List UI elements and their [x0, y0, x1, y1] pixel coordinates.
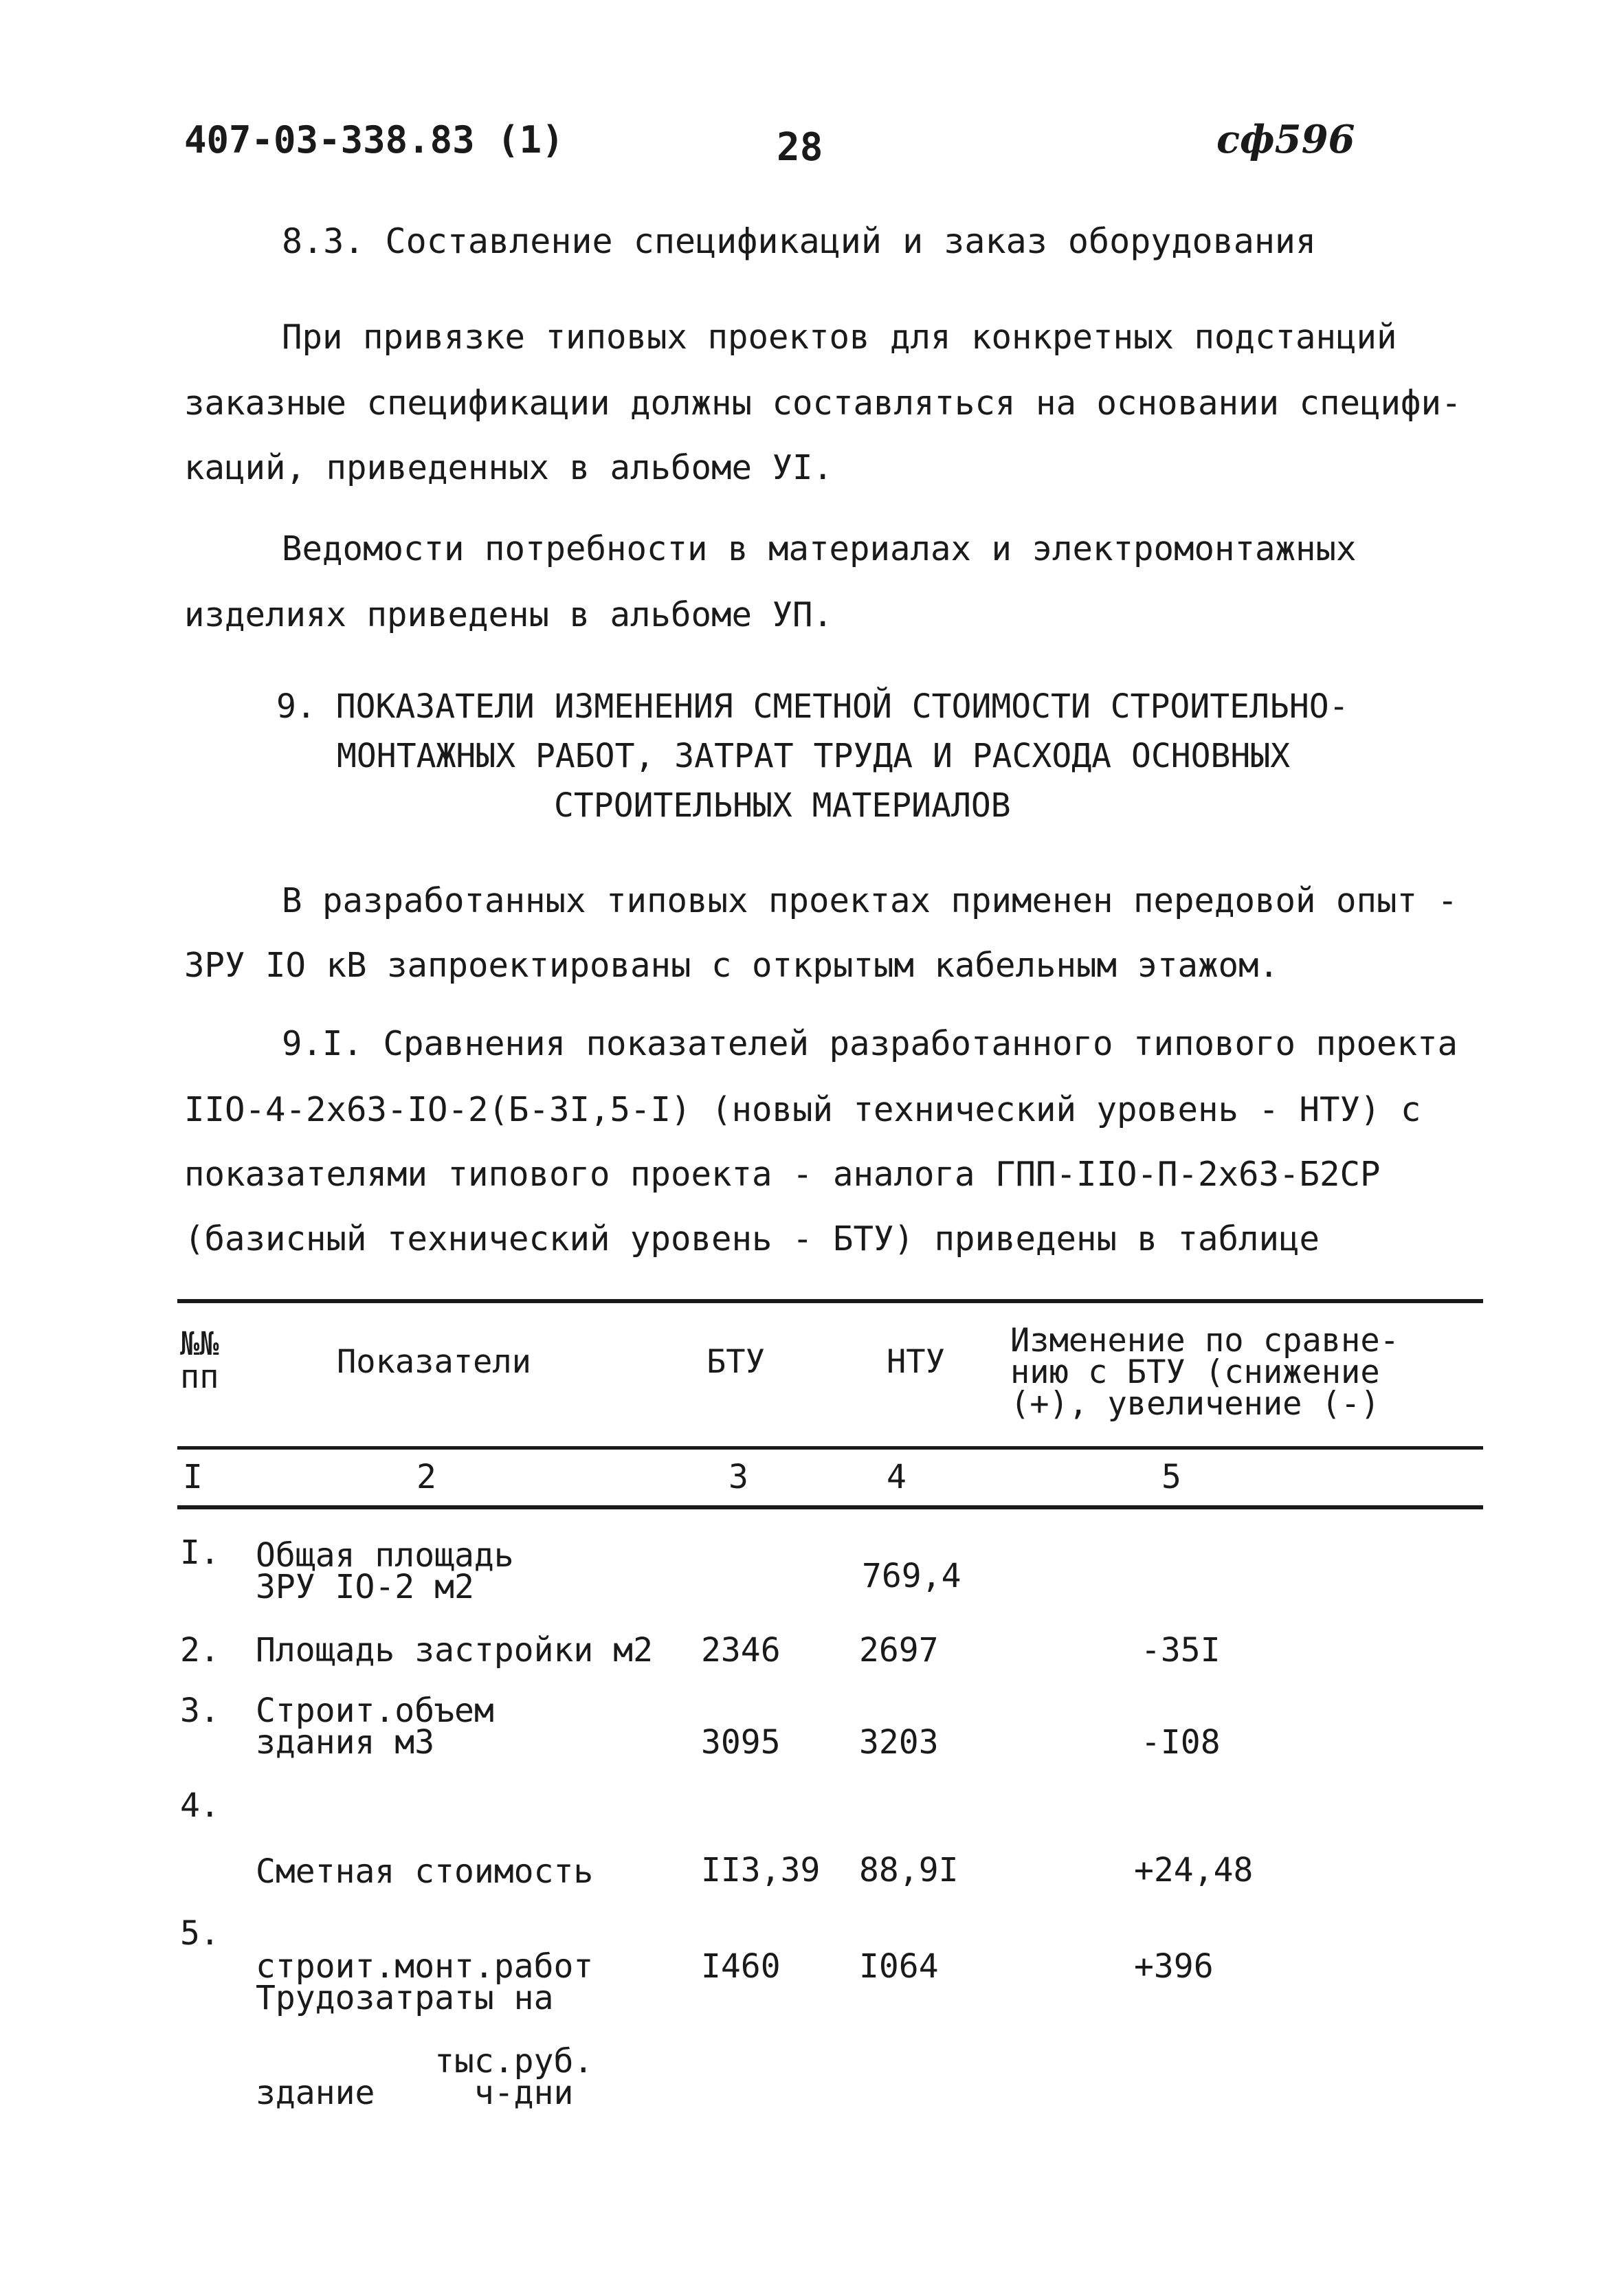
- section-9-title-line-3: СТРОИТЕЛЬНЫХ МАТЕРИАЛОВ: [554, 786, 1011, 825]
- row-change-value: -35I: [1141, 1631, 1221, 1670]
- paragraph-line: ЗРУ IO кВ запроектированы с открытым кабельным этажом.: [184, 946, 1280, 985]
- section-9-title-line-2: МОНТАЖНЫХ РАБОТ, ЗАТРАТ ТРУДА И РАСХОДА ОСНОВНЫХ: [337, 737, 1291, 775]
- paragraph-line: изделиях приведены в альбоме УП.: [184, 595, 834, 634]
- row-change-value: -I08: [1141, 1723, 1221, 1762]
- column-number: 3: [728, 1458, 748, 1496]
- row-number: 5.: [180, 1914, 220, 1953]
- paragraph-line: (базисный технический уровень - БТУ) приведены в таблице: [184, 1219, 1320, 1259]
- paragraph-line: каций, приведенных в альбоме УI.: [184, 448, 834, 487]
- row-indicator: Строит.объем здания м3: [256, 1692, 494, 1762]
- handwritten-archive-mark: сф596: [1216, 117, 1355, 162]
- row-btu-value: II3,39: [701, 1851, 821, 1889]
- row-ntu-value: 88,9I: [859, 1851, 959, 1889]
- column-header-ntu: НТУ: [887, 1343, 945, 1381]
- table-numbers-rule: [177, 1505, 1483, 1509]
- column-header-number: №№ пп: [180, 1325, 219, 1396]
- row-btu-value: 2346: [701, 1631, 781, 1670]
- row-ntu-value: 3203: [859, 1723, 939, 1762]
- paragraph-line: показателями типового проекта - аналога ГПП-IIO-П-2х63-Б2СР: [184, 1155, 1381, 1194]
- row-change-value: +396: [1134, 1947, 1214, 1986]
- page-number: 28: [777, 125, 823, 170]
- row-btu-value: 3095: [701, 1723, 781, 1762]
- column-number: 4: [887, 1458, 906, 1496]
- paragraph-line: Ведомости потребности в материалах и электромонтажных: [282, 529, 1357, 568]
- document-code: 407-03-338.83 (1): [184, 118, 564, 162]
- column-header-change: Изменение по сравне- нию с БТУ (снижение (+), увеличение (-): [1010, 1322, 1399, 1423]
- row-number: 2.: [180, 1631, 220, 1670]
- row-indicator: Сметная стоимость строит.монт.работ тыс.руб.: [256, 1852, 594, 2081]
- section-8-3-title: 8.3. Составление спецификаций и заказ оборудования: [282, 221, 1317, 261]
- column-number: 5: [1161, 1458, 1181, 1496]
- row-number: I.: [180, 1533, 220, 1572]
- paragraph-line: В разработанных типовых проектах применен передовой опыт -: [282, 881, 1458, 920]
- row-btu-value: I460: [701, 1947, 781, 1986]
- row-ntu-value: 769,4: [862, 1557, 961, 1595]
- row-ntu-value: I064: [859, 1947, 939, 1986]
- column-header-btu: БТУ: [707, 1343, 765, 1381]
- paragraph-line: При привязке типовых проектов для конкретных подстанций: [282, 318, 1397, 357]
- row-ntu-value: 2697: [859, 1631, 939, 1670]
- row-number: 3.: [180, 1692, 220, 1730]
- section-9-title-line-1: 9. ПОКАЗАТЕЛИ ИЗМЕНЕНИЯ СМЕТНОЙ СТОИМОСТИ СТРОИТЕЛЬНО-: [276, 687, 1349, 726]
- table-header-rule: [177, 1446, 1483, 1450]
- table-top-rule: [177, 1299, 1483, 1303]
- paragraph-line: заказные спецификации должны составляться на основании специфи-: [184, 384, 1462, 423]
- column-header-indicator: Показатели: [337, 1343, 531, 1381]
- row-indicator: Общая площадь ЗРУ IO-2 м2: [256, 1536, 514, 1606]
- column-number: 2: [416, 1458, 436, 1496]
- paragraph-line: 9.I. Сравнения показателей разработанного типового проекта: [282, 1024, 1458, 1063]
- row-indicator: Трудозатраты на здание ч-дни: [256, 1979, 574, 2112]
- row-change-value: +24,48: [1134, 1851, 1254, 1889]
- row-indicator: Площадь застройки м2: [256, 1631, 653, 1670]
- paragraph-line: IIO-4-2х63-IO-2(Б-3I,5-I) (новый технический уровень - НТУ) с: [184, 1090, 1421, 1129]
- column-number: I: [183, 1458, 203, 1496]
- row-number: 4.: [180, 1786, 220, 1825]
